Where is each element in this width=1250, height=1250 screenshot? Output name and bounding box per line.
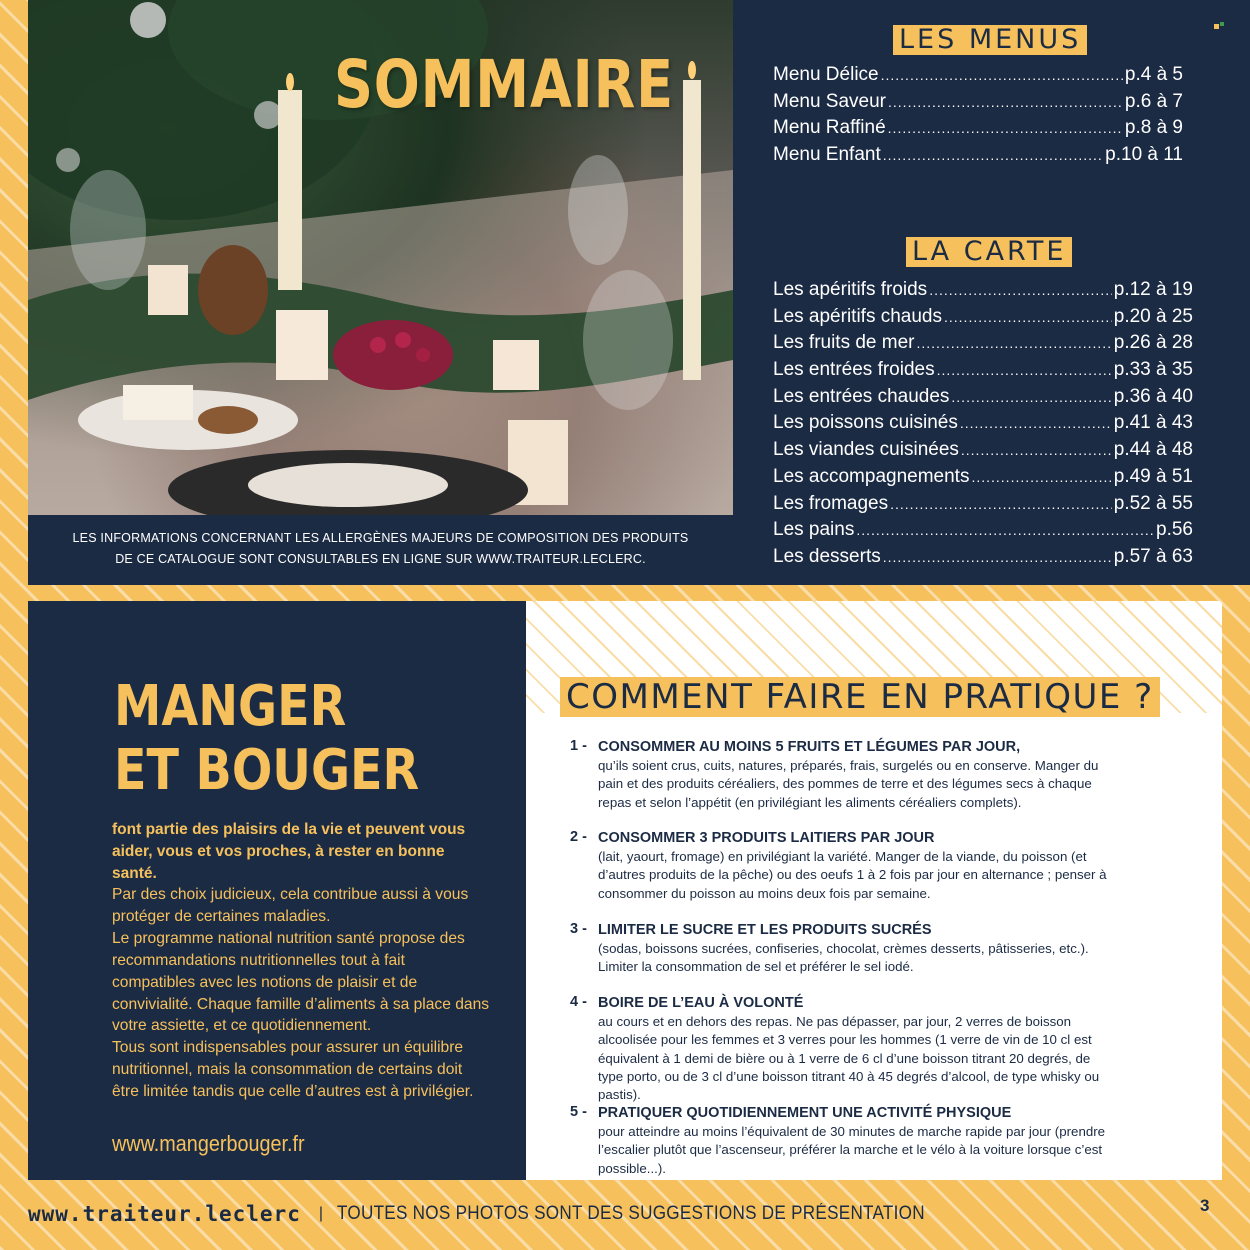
tip-3: [570, 921, 1170, 977]
footer-photo-disclaimer: TOUTES NOS PHOTOS SONT DES SUGGESTIONS DE PRÉSENTATION: [337, 1203, 925, 1224]
toc-label: Menu Raffiné: [773, 117, 886, 139]
toc-row-menu-saveur[interactable]: [773, 91, 1183, 118]
toc-label: Les poissons cuisinés: [773, 412, 958, 434]
toc-pages: p.6 à 7: [1124, 90, 1183, 112]
pratique-title: COMMENT FAIRE EN PRATIQUE ?: [560, 677, 1160, 717]
tip-number: 3 -: [570, 921, 587, 937]
table-of-contents-panel: [733, 0, 1250, 585]
toc-label: Les pains: [773, 519, 855, 541]
tip-text: pour atteindre au moins l’équivalent de 30 minutes de marche rapide par jour (prendre l’escalier plutôt que l’ascenseur, préférer la marche et le vélo à la voiture lorsque c’est possible...).: [598, 1124, 1106, 1176]
toc-row-menu-delice[interactable]: [773, 64, 1183, 91]
body-paragraph-2: Le programme national nutrition santé propose des recommandations nutritionnelles tout à fait compatibles avec les notions de plaisir et de convivialité. Chaque famille d’aliments à sa place dans votre assiette, et ce quotidiennement.: [112, 929, 490, 1035]
tip-heading: CONSOMMER 3 PRODUITS LAITIERS PAR JOUR: [598, 830, 935, 846]
toc-row-menu-raffine[interactable]: [773, 117, 1183, 144]
toc-row-fruits-de-mer[interactable]: [773, 332, 1193, 359]
toc-pages: p.49 à 51: [1113, 465, 1193, 487]
toc-pages: p.20 à 25: [1113, 305, 1193, 327]
title-line-2: ET BOUGER: [114, 738, 420, 803]
carte-section-label: LA CARTE: [906, 237, 1072, 267]
manger-bouger-panel: [28, 601, 526, 1180]
tip-2: [570, 829, 1170, 903]
allergen-notice: [28, 515, 733, 585]
title-line-1: MANGER: [114, 674, 347, 739]
tip-number: 2 -: [570, 829, 587, 845]
mangerbouger-link[interactable]: www.mangerbouger.fr: [112, 1131, 305, 1156]
allergen-line-1: LES INFORMATIONS CONCERNANT LES ALLERGÈNES MAJEURS DE COMPOSITION DES PRODUITS: [72, 531, 689, 545]
toc-row-poissons-cuisines[interactable]: [773, 412, 1193, 439]
tip-text: (sodas, boissons sucrées, confiseries, chocolat, crèmes desserts, pâtisseries, etc.). Limiter la consommation de sel et préférer le sel iodé.: [598, 941, 1089, 975]
toc-label: Menu Délice: [773, 64, 879, 85]
tip-number: 5 -: [570, 1104, 587, 1120]
toc-row-desserts[interactable]: [773, 546, 1193, 573]
tip-text: qu’ils soient crus, cuits, natures, préparés, frais, surgelés ou en conserve. Manger du pain et des produits céréaliers, des pommes de terre et des légumes secs à chaque repas et selon l’appétit (en privilégiant les aliments céréaliers complets).: [598, 758, 1099, 810]
tip-heading: BOIRE DE L’EAU À VOLONTÉ: [598, 995, 804, 1011]
toc-pages: p.8 à 9: [1124, 117, 1183, 139]
toc-row-fromages[interactable]: [773, 493, 1193, 520]
toc-pages: p.36 à 40: [1113, 385, 1193, 407]
toc-pages: p.52 à 55: [1113, 492, 1193, 514]
toc-row-aperitifs-chauds[interactable]: [773, 306, 1193, 333]
pratique-panel: [526, 601, 1222, 1180]
toc-label: Les apéritifs froids: [773, 279, 928, 300]
toc-label: Les accompagnements: [773, 465, 970, 487]
sommaire-title: SOMMAIRE: [334, 46, 674, 123]
toc-row-viandes-cuisinees[interactable]: [773, 439, 1193, 466]
toc-label: Les entrées chaudes: [773, 385, 950, 407]
toc-pages: p.44 à 48: [1113, 439, 1193, 461]
body-paragraph-1: Par des choix judicieux, cela contribue aussi à vous protéger de certaines maladies.: [112, 886, 469, 925]
tip-4: [570, 994, 1170, 1104]
menus-list: [773, 64, 1183, 171]
toc-label: Les fruits de mer: [773, 332, 915, 354]
tip-1: [570, 738, 1170, 812]
allergen-line-2: DE CE CATALOGUE SONT CONSULTABLES EN LIGNE SUR WWW.TRAITEUR.LECLERC.: [115, 552, 646, 566]
tip-heading: PRATIQUER QUOTIDIENNEMENT UNE ACTIVITÉ PHYSIQUE: [598, 1105, 1012, 1121]
toc-label: Menu Saveur: [773, 90, 887, 112]
toc-row-entrees-froides[interactable]: [773, 359, 1193, 386]
toc-pages: p.33 à 35: [1113, 359, 1193, 381]
tip-text: (lait, yaourt, fromage) en privilégiant la variété. Manger de la viande, du poisson (et d’autres produits de la pêche) ou des oeufs 1 à 2 fois par jour en alternance ; penser à consommer du poisson au moins deux fois par semaine.: [598, 849, 1107, 901]
toc-pages: p.4 à 5: [1124, 64, 1183, 85]
toc-row-pains[interactable]: [773, 519, 1193, 546]
carte-list: [773, 279, 1193, 573]
manger-bouger-body: [112, 884, 492, 1103]
menus-section-label: LES MENUS: [893, 25, 1087, 55]
toc-label: Les apéritifs chauds: [773, 305, 942, 327]
toc-row-accompagnements[interactable]: [773, 466, 1193, 493]
toc-pages: p.26 à 28: [1113, 332, 1193, 354]
toc-label: Les desserts: [773, 545, 881, 567]
toc-label: Menu Enfant: [773, 144, 881, 166]
leclerc-logo-icon: [1214, 22, 1226, 32]
toc-row-aperitifs-froids[interactable]: [773, 279, 1193, 306]
tip-heading: LIMITER LE SUCRE ET LES PRODUITS SUCRÉS: [598, 922, 932, 938]
body-paragraph-3: Tous sont indispensables pour assurer un équilibre nutritionnel, mais la consommation de certains doit être limitée tandis que celle d’autres est à privilégier.: [112, 1039, 474, 1101]
footer-separator: |: [318, 1205, 324, 1222]
toc-row-entrees-chaudes[interactable]: [773, 386, 1193, 413]
toc-label: Les entrées froides: [773, 359, 935, 381]
toc-row-menu-enfant[interactable]: [773, 144, 1183, 171]
footer: [28, 1197, 990, 1231]
tip-number: 1 -: [570, 738, 587, 754]
toc-pages: p.10 à 11: [1105, 144, 1183, 166]
toc-pages: p.57 à 63: [1113, 545, 1193, 567]
tip-text: au cours et en dehors des repas. Ne pas dépasser, par jour, 2 verres de boisson alcoolisée pour les femmes et 3 verres pour les hommes (1 verre de vin de 10 cl est équivalent à 1 demi de bière ou à 1 verre de 6 cl d’une boisson titrant 20 degrés, de type porto, ou de 3 cl d’une boisson titrant 40 à 45 degrés d’alcool, de type whisky ou pastis).: [598, 1014, 1100, 1103]
toc-pages: p.56: [1156, 519, 1193, 541]
footer-website-link[interactable]: www.traiteur.leclerc: [28, 1202, 301, 1226]
tip-5: [570, 1104, 1170, 1178]
manger-bouger-title: [114, 675, 419, 803]
toc-pages: p.41 à 43: [1113, 412, 1193, 434]
toc-label: Les fromages: [773, 492, 889, 514]
tip-number: 4 -: [570, 994, 587, 1010]
christmas-table-photo: [28, 0, 733, 515]
tip-heading: CONSOMMER AU MOINS 5 FRUITS ET LÉGUMES PAR JOUR,: [598, 739, 1021, 755]
manger-bouger-intro: font partie des plaisirs de la vie et peuvent vous aider, vous et vos proches, à rester en bonne santé.: [112, 821, 466, 882]
toc-pages: p.12 à 19: [1113, 279, 1193, 300]
page-number: 3: [1200, 1196, 1210, 1215]
toc-label: Les viandes cuisinées: [773, 439, 959, 461]
